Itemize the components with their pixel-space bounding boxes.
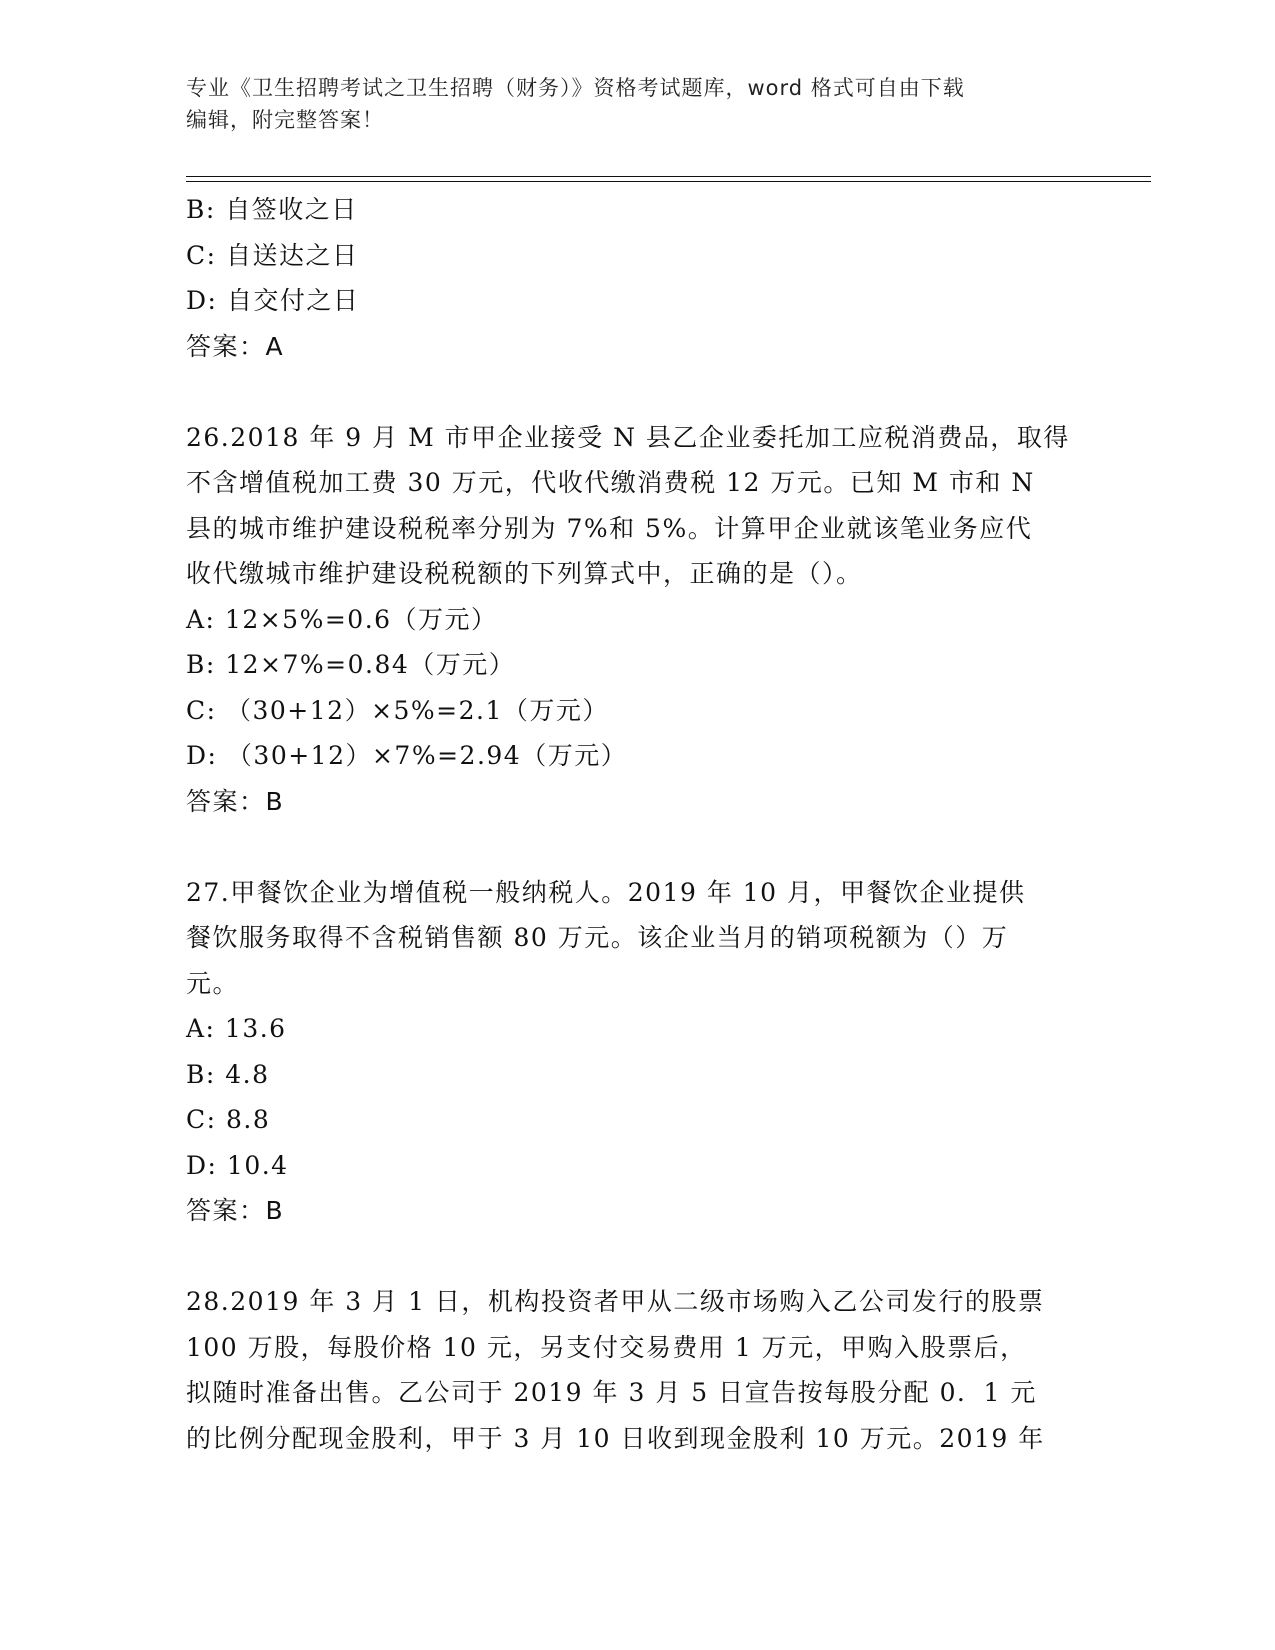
question-26	[186, 415, 1086, 825]
option-a: A: 13.6	[186, 1014, 287, 1043]
option-c: C: （30+12）×5%=2.1（万元）	[186, 695, 609, 725]
header-line-2: 编辑，附完整答案！	[186, 108, 384, 132]
spacer	[186, 824, 1086, 870]
option-c: C: 自送达之日	[186, 240, 359, 270]
option-c: C: 8.8	[186, 1105, 271, 1134]
question-25-tail	[186, 187, 1086, 369]
option-b: B: 4.8	[186, 1059, 270, 1089]
option-b: B: 自签收之日	[186, 195, 358, 224]
option-d: D: （30+12）×7%=2.94（万元）	[186, 741, 628, 770]
question-28	[186, 1279, 1086, 1461]
question-stem-line: 26.2018 年 9 月 M 市甲企业接受 N 县乙企业委托加工应税消费品，取得	[186, 422, 1070, 452]
header-divider-bottom	[186, 181, 1151, 182]
answer: 答案：B	[186, 1196, 285, 1225]
spacer	[186, 369, 1086, 415]
question-stem-line: 县的城市维护建设税税率分别为 7%和 5%。计算甲企业就该笔业务应代	[186, 513, 1033, 543]
question-stem-line: 餐饮服务取得不含税销售额 80 万元。该企业当月的销项税额为（）万	[186, 923, 1009, 952]
option-b: B: 12×7%=0.84（万元）	[186, 650, 516, 679]
spacer	[186, 1234, 1086, 1280]
answer: 答案：A	[186, 331, 285, 361]
question-stem-line: 28.2019 年 3 月 1 日，机构投资者甲从二级市场购入乙公司发行的股票	[186, 1287, 1045, 1316]
option-d: D: 自交付之日	[186, 286, 360, 315]
answer: 答案：B	[186, 786, 285, 816]
question-stem-line: 收代缴城市维护建设税税额的下列算式中，正确的是（）。	[186, 559, 863, 588]
question-stem-line: 不含增值税加工费 30 万元，代收代缴消费税 12 万元。已知 M 市和 N	[186, 468, 1035, 497]
question-stem-line: 元。	[186, 968, 240, 998]
option-d: D: 10.4	[186, 1150, 289, 1180]
question-stem-line: 27.甲餐饮企业为增值税一般纳税人。2019 年 10 月，甲餐饮企业提供	[186, 877, 1026, 907]
header-divider-top	[186, 176, 1151, 177]
question-27	[186, 870, 1086, 1234]
document-body	[186, 187, 1086, 1461]
header-line-1: 专业《卫生招聘考试之卫生招聘（财务）》资格考试题库，word 格式可自由下载	[186, 76, 965, 100]
question-stem-line: 的比例分配现金股利，甲于 3 月 10 日收到现金股利 10 万元。2019 年	[186, 1423, 1045, 1453]
document-header	[186, 72, 1086, 136]
question-stem-line: 拟随时准备出售。乙公司于 2019 年 3 月 5 日宣告按每股分配 0．1 元	[186, 1378, 1037, 1407]
question-stem-line: 100 万股，每股价格 10 元，另支付交易费用 1 万元，甲购入股票后，	[186, 1332, 1027, 1362]
option-a: A: 12×5%=0.6（万元）	[186, 604, 498, 634]
